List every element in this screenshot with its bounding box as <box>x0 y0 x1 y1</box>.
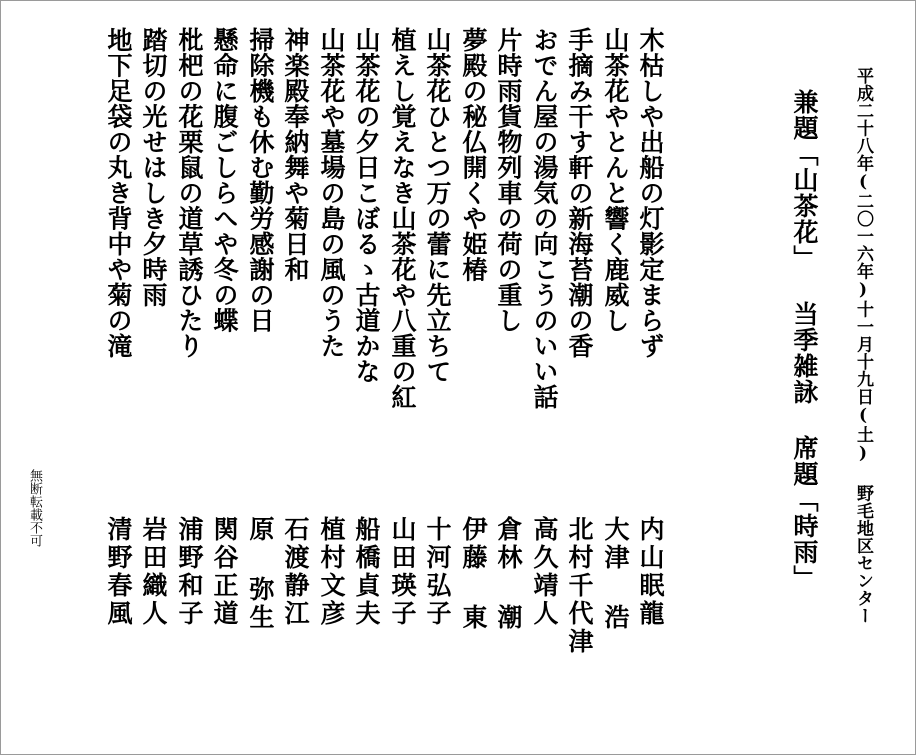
poem-author: 内山眠龍 <box>636 516 665 628</box>
poem-author: 清野春風 <box>104 516 133 628</box>
poem-verse: 神楽殿奉納舞や菊日和 <box>281 27 310 282</box>
poem-verse: 掃除機も休む勤労感謝の日 <box>246 27 275 333</box>
poem-author: 倉林 潮 <box>494 516 523 632</box>
poem-verse: 手摘み干す軒の新海苔潮の香 <box>565 27 594 359</box>
poem-verse: 山茶花やとんと響く鹿威し <box>601 27 630 333</box>
meeting-topics: 兼題「山茶花」 当季雑詠 席題「時雨」 <box>790 89 819 591</box>
poem-author: 船橋貞夫 <box>352 516 381 628</box>
poem-author: 伊藤 東 <box>459 516 488 632</box>
copyright-notice: 無断転載不可 <box>27 469 42 547</box>
poem-author: 岩田織人 <box>139 516 168 628</box>
poem-author: 原 弥生 <box>246 516 275 632</box>
poem-verse: 山茶花や墓場の島の風のうた <box>317 27 346 359</box>
poem-verse: 夢殿の秘仏開くや姫椿 <box>459 27 488 282</box>
poem-author: 大津 浩 <box>601 516 630 632</box>
poem-verse: 地下足袋の丸き背中や菊の滝 <box>104 27 133 359</box>
poem-verse: 山茶花ひとつ万の蕾に先立ちて <box>423 27 452 384</box>
poem-verse: 山茶花の夕日こぼるゝ古道かな <box>352 27 381 384</box>
poem-author: 十河弘子 <box>423 516 452 628</box>
poem-author: 山田瑛子 <box>388 516 417 628</box>
poem-verse: 踏切の光せはしき夕時雨 <box>139 27 168 308</box>
meeting-date-location: 平成二十八年(二〇一六年)十一月十九日(土) 野毛地区センター <box>853 67 873 625</box>
poem-verse: おでん屋の湯気の向こうのいい話 <box>530 27 559 410</box>
poem-author: 植村文彦 <box>317 516 346 628</box>
poem-verse: 木枯しや出船の灯影定まらず <box>636 27 665 359</box>
poem-verse: 枇杷の花栗鼠の道草誘ひたり <box>175 27 204 359</box>
poem-author: 関谷正道 <box>210 516 239 628</box>
poem-author: 北村千代津 <box>565 516 594 656</box>
poem-verse: 片時雨貨物列車の荷の重し <box>494 27 523 333</box>
poem-verse: 植えし覚えなき山茶花や八重の紅 <box>388 27 417 410</box>
poem-author: 浦野和子 <box>175 516 204 628</box>
poem-verse: 懸命に腹ごしらへや冬の蝶 <box>210 27 239 333</box>
poem-author: 石渡静江 <box>281 516 310 628</box>
poem-author: 高久靖人 <box>530 516 559 628</box>
